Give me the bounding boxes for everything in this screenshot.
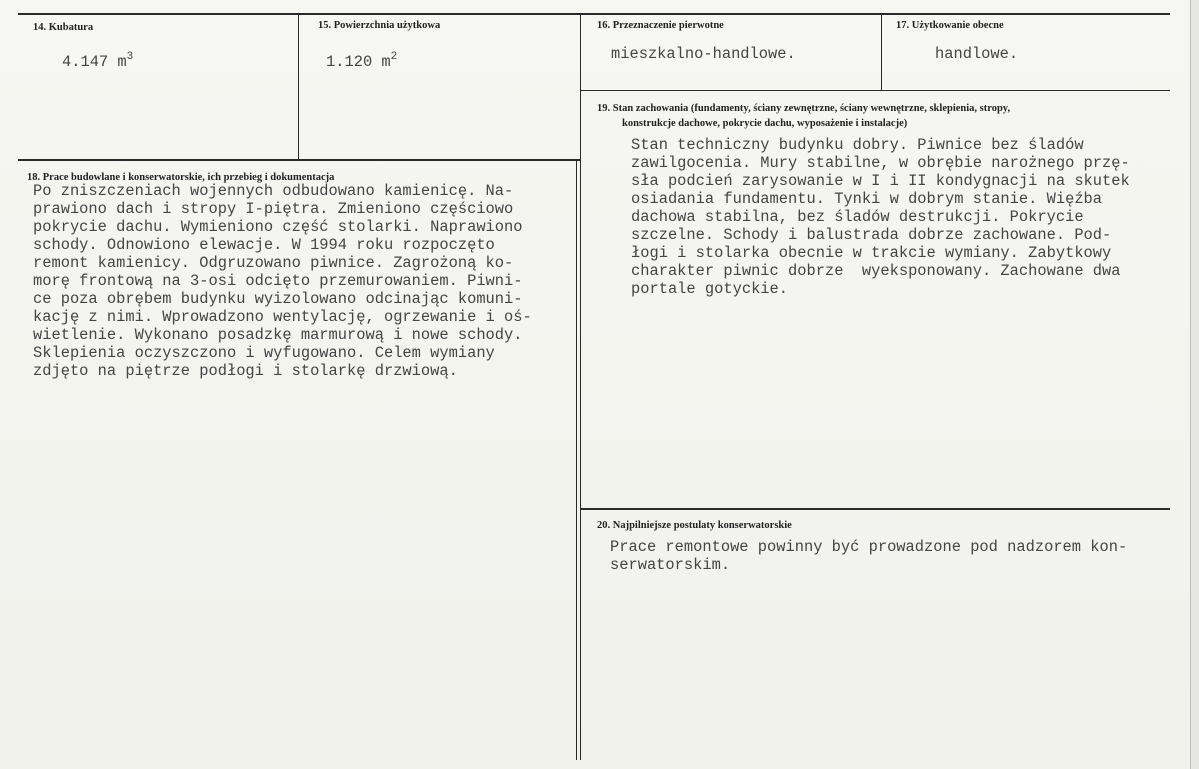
text-line: Stan techniczny budynku dobry. Piwnice bez śladów bbox=[631, 136, 1084, 154]
powierzchnia-value bbox=[326, 48, 397, 72]
text-line: prawiono dach i stropy I-piętra. Zmieniono częściowo bbox=[33, 200, 514, 218]
rule-above-18 bbox=[18, 159, 581, 161]
text-line: łogi i stolarka obecnie w trakcie wymiany. Zabytkowy bbox=[631, 244, 1112, 262]
text-line: ce poza obrębem budynku wyizolowano odcinając komuni- bbox=[33, 290, 523, 308]
text-line: wietlenie. Wykonano posadzkę marmurową i nowe schody. bbox=[33, 326, 523, 344]
divider-16-17 bbox=[881, 13, 882, 90]
text-line: remont kamienicy. Odgruzowano piwnice. Zagrożoną ko- bbox=[33, 254, 514, 272]
text-line: osiadania fundamentu. Tynki w dobrym stanie. Więźba bbox=[631, 190, 1103, 208]
divider-18-right bbox=[576, 159, 577, 760]
uzytkowanie-label: 17. Użytkowanie obecne bbox=[896, 20, 1004, 31]
text-line: zawilgocenia. Mury stabilne, w obrębie narożnego przę- bbox=[631, 154, 1130, 172]
kubatura-number: 4.147 m bbox=[62, 53, 127, 71]
text-line: serwatorskim. bbox=[610, 556, 731, 574]
text-line: schody. Odnowiono elewacje. W 1994 roku rozpoczęto bbox=[33, 236, 495, 254]
text-line: sła podcień zarysowanie w I i II kondygnacji na skutek bbox=[631, 172, 1130, 190]
powierzchnia-exponent: 2 bbox=[390, 51, 398, 63]
przeznaczenie-label: 16. Przeznaczenie pierwotne bbox=[597, 20, 724, 31]
rule-above-19 bbox=[580, 90, 1170, 91]
card-edge bbox=[1190, 0, 1199, 769]
uzytkowanie-value: handlowe. bbox=[935, 45, 1019, 63]
postulaty-label: 20. Najpilniejsze postulaty konserwatorskie bbox=[597, 520, 792, 531]
kubatura-label: 14. Kubatura bbox=[33, 22, 94, 33]
text-line: portale gotyckie. bbox=[631, 280, 789, 298]
stan-zachowania-label-2: konstrukcje dachowe, pokrycie dachu, wyposażenie i instalacje) bbox=[622, 118, 908, 129]
top-rule bbox=[18, 13, 1170, 15]
powierzchnia-number: 1.120 m bbox=[326, 53, 391, 71]
text-line: kację z nimi. Wprowadzono wentylację, ogrzewanie i oś- bbox=[33, 308, 532, 326]
rule-above-20 bbox=[580, 508, 1170, 510]
przeznaczenie-value: mieszkalno-handlowe. bbox=[611, 45, 796, 63]
kubatura-exponent: 3 bbox=[126, 51, 134, 63]
divider-14-15 bbox=[298, 13, 299, 159]
text-line: Prace remontowe powinny być prowadzone pod nadzorem kon- bbox=[610, 538, 1128, 556]
text-line: pokrycie dachu. Wymieniono część stolarki. Naprawiono bbox=[33, 218, 523, 236]
powierzchnia-label: 15. Powierzchnia użytkowa bbox=[318, 20, 441, 31]
text-line: dachowa stabilna, bez śladów destrukcji. Pokrycie bbox=[631, 208, 1084, 226]
text-line: Sklepienia oczyszczono i wyfugowano. Celem wymiany bbox=[33, 344, 495, 362]
stan-zachowania-label-1: 19. Stan zachowania (fundamenty, ściany zewnętrzne, ściany wewnętrzne, sklepienia, stropy, bbox=[597, 103, 1011, 114]
prace-budowlane-label: 18. Prace budowlane i konserwatorskie, ich przebieg i dokumentacja bbox=[27, 172, 335, 183]
text-line: Po zniszczeniach wojennych odbudowano kamienicę. Na- bbox=[33, 182, 514, 200]
divider-15-16 bbox=[580, 13, 581, 760]
text-line: morę frontową na 3-osi odcięto przemurowaniem. Piwni- bbox=[33, 272, 523, 290]
text-line: zdjęto na piętrze podłogi i stolarkę drzwiową. bbox=[33, 362, 458, 380]
text-line: szczelne. Schody i balustrada dobrze zachowane. Pod- bbox=[631, 226, 1112, 244]
kubatura-value bbox=[62, 48, 133, 72]
text-line: charakter piwnic dobrze wyeksponowany. Zachowane dwa bbox=[631, 262, 1121, 280]
